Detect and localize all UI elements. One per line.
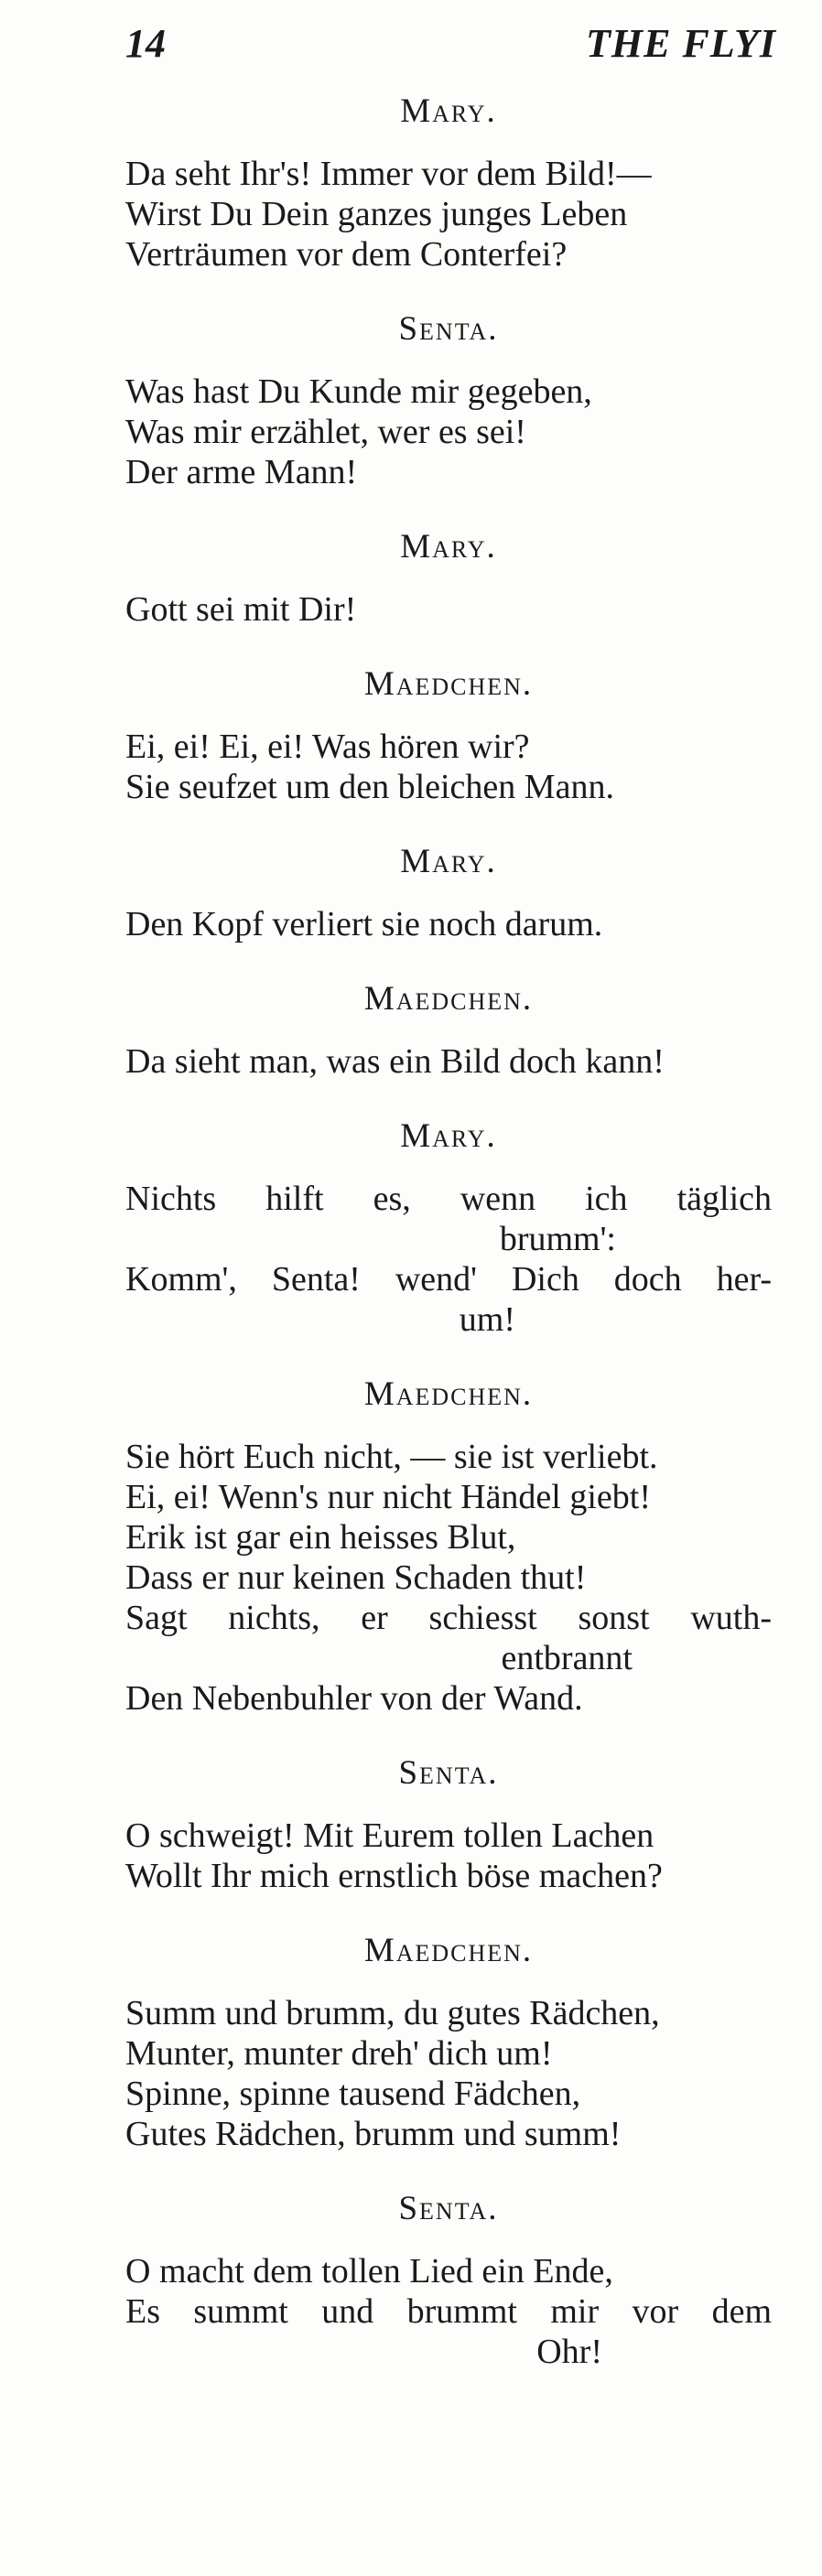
speech-block [125, 529, 772, 630]
verse-line: Den Kopf verliert sie noch darum. [125, 905, 603, 943]
verse-line: Munter, munter dreh' dich um! [125, 2034, 553, 2073]
speaker-name: Mary. [400, 528, 497, 566]
speech-block [125, 1118, 772, 1340]
verse-line: Komm', Senta! wend' Dich doch her- [125, 1260, 772, 1299]
verse-line: Dass er nur keinen Schaden thut! [125, 1558, 587, 1597]
verse-line: Verträumen vor dem Conterfei? [125, 235, 568, 274]
verse-line: Ei, ei! Wenn's nur nicht Händel giebt! [125, 1478, 651, 1516]
verse-line: Den Nebenbuhler von der Wand. [125, 1679, 583, 1718]
verse-line: Es summt und brummt mir vor dem [125, 2292, 772, 2331]
verse-line: Erik ist gar ein heisses Blut, [125, 1518, 516, 1557]
verse-line: Summ und brumm, du gutes Rädchen, [125, 1994, 660, 2032]
speaker-name: Mary. [400, 92, 497, 130]
speaker-name: Mary. [400, 843, 497, 880]
text-column [125, 93, 772, 2409]
verse-line: Wollt Ihr mich ernstlich böse machen? [125, 1857, 663, 1895]
running-title: THE FLYI [586, 21, 777, 66]
verse-line: Was mir erzählet, wer es sei! [125, 413, 526, 451]
speech-block [125, 1933, 772, 2154]
verse-line: Spinne, spinne tausend Fädchen, [125, 2075, 581, 2113]
verse-line-continuation: um! [459, 1300, 515, 1339]
verse-line: Da sieht man, was ein Bild doch kann! [125, 1042, 665, 1081]
verse-line: Gott sei mit Dir! [125, 590, 357, 629]
verse-line: O macht dem tollen Lied ein Ende, [125, 2252, 613, 2290]
verse-line: Sagt nichts, er schiesst sonst wuth- [125, 1599, 772, 1637]
verse-line: Sie seufzet um den bleichen Mann. [125, 768, 614, 806]
speaker-name: Mary. [400, 1117, 497, 1155]
speech-block [125, 311, 772, 492]
page-header [0, 20, 822, 75]
speaker-name: Maedchen. [363, 1375, 534, 1413]
speech-block [125, 1376, 772, 1719]
speech-block [125, 981, 772, 1082]
speech-block [125, 1755, 772, 1896]
speech-block [125, 844, 772, 944]
verse-line-continuation: brumm': [499, 1220, 616, 1258]
verse-line: Wirst Du Dein ganzes junges Leben [125, 195, 628, 233]
speaker-name: Senta. [398, 1754, 499, 1792]
verse-line: O schweigt! Mit Eurem tollen Lachen [125, 1816, 654, 1855]
speaker-name: Maedchen. [363, 665, 534, 703]
verse-line: Ei, ei! Ei, ei! Was hören wir? [125, 728, 530, 766]
speaker-name: Senta. [398, 310, 499, 348]
speech-block [125, 666, 772, 807]
speaker-name: Maedchen. [363, 1932, 534, 1969]
verse-line-continuation: entbrannt [501, 1639, 633, 1677]
verse-line: Was hast Du Kunde mir gegeben, [125, 372, 592, 411]
verse-line: Sie hört Euch nicht, — sie ist verliebt. [125, 1438, 658, 1476]
page-number: 14 [125, 21, 166, 66]
speech-block [125, 2191, 772, 2372]
verse-line: Nichts hilft es, wenn ich täglich [125, 1180, 772, 1218]
verse-line: Der arme Mann! [125, 453, 358, 491]
verse-line-continuation: Ohr! [536, 2333, 602, 2371]
verse-line: Gutes Rädchen, brumm und summ! [125, 2115, 622, 2153]
verse-line: Da seht Ihr's! Immer vor dem Bild!— [125, 155, 652, 193]
speech-block [125, 93, 772, 275]
speaker-name: Senta. [398, 2190, 499, 2227]
speaker-name: Maedchen. [363, 980, 534, 1018]
